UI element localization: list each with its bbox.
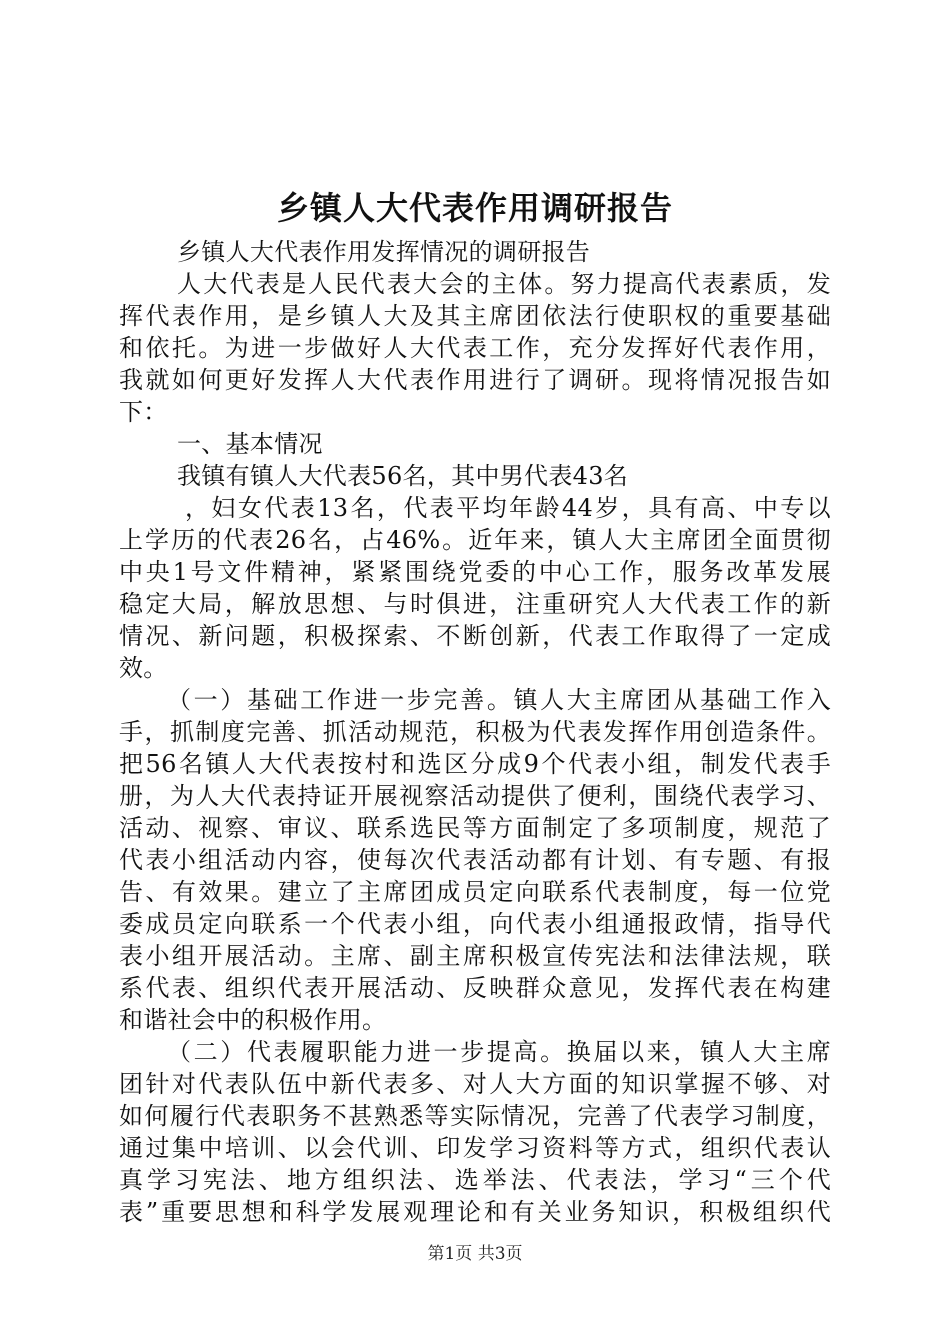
paragraph-line: 团针对代表队伍中新代表多、对人大方面的知识掌握不够、对 (119, 1070, 831, 1098)
subtitle-line: 乡镇人大代表作用发挥情况的调研报告 (177, 238, 591, 266)
paragraph-line: 手，抓制度完善、抓活动规范，积极为代表发挥作用创造条件。 (119, 718, 831, 746)
paragraph-line: 挥代表作用，是乡镇人大及其主席团依法行使职权的重要基础 (119, 302, 831, 330)
paragraph-line: 下： (119, 398, 168, 426)
paragraph-line: 效。 (119, 654, 168, 682)
document-title: 乡镇人大代表作用调研报告 (276, 189, 673, 227)
paragraph-line: 代表小组活动内容，使每次代表活动都有计划、有专题、有报 (119, 846, 831, 874)
section-heading: 一、基本情况 (177, 430, 323, 458)
paragraph-line: 我就如何更好发挥人大代表作用进行了调研。现将情况报告如 (119, 366, 831, 394)
paragraph-line: 情况、新问题，积极探索、不断创新，代表工作取得了一定成 (119, 622, 831, 650)
paragraph-line: 我镇有镇人大代表56名，其中男代表43名 (177, 462, 629, 490)
paragraph-line: 稳定大局，解放思想、与时俱进，注重研究人大代表工作的新 (119, 590, 831, 618)
paragraph-line: 和谐社会中的积极作用。 (119, 1006, 387, 1034)
paragraph-line: 册，为人大代表持证开展视察活动提供了便利，围绕代表学习、 (119, 782, 831, 810)
paragraph-line: 表小组开展活动。主席、副主席积极宣传宪法和法律法规，联 (119, 942, 831, 970)
paragraph-line: 人大代表是人民代表大会的主体。努力提高代表素质，发 (177, 270, 831, 298)
paragraph-line: 如何履行代表职务不甚熟悉等实际情况，完善了代表学习制度， (119, 1102, 831, 1130)
paragraph-line: 通过集中培训、以会代训、印发学习资料等方式，组织代表认 (119, 1134, 831, 1162)
subsection-line: （二）代表履职能力进一步提高。换届以来，镇人大主席 (167, 1038, 831, 1066)
paragraph-line: 把56名镇人大代表按村和选区分成9个代表小组，制发代表手 (119, 750, 831, 778)
paragraph-line: 真学习宪法、地方组织法、选举法、代表法，学习“三个代 (119, 1166, 831, 1194)
paragraph-line: 委成员定向联系一个代表小组，向代表小组通报政情，指导代 (119, 910, 831, 938)
paragraph-line: 和依托。为进一步做好人大代表工作，充分发挥好代表作用， (119, 334, 831, 362)
paragraph-line: 表”重要思想和科学发展观理论和有关业务知识，积极组织代 (119, 1198, 831, 1226)
paragraph-line: 告、有效果。建立了主席团成员定向联系代表制度，每一位党 (119, 878, 831, 906)
document-body (119, 236, 831, 1228)
paragraph-line: 中央1号文件精神，紧紧围绕党委的中心工作，服务改革发展 (119, 558, 831, 586)
paragraph-line: 活动、视察、审议、联系选民等方面制定了多项制度，规范了 (119, 814, 831, 842)
paragraph-line: ，妇女代表13名，代表平均年龄44岁，具有高、中专以 (185, 494, 831, 522)
paragraph-line: 上学历的代表26名，占46%。近年来，镇人大主席团全面贯彻 (119, 526, 831, 554)
subsection-line: （一）基础工作进一步完善。镇人大主席团从基础工作入 (167, 686, 831, 714)
page-footer: 第1页 共3页 (427, 1244, 523, 1264)
paragraph-line: 系代表、组织代表开展活动、反映群众意见，发挥代表在构建 (119, 974, 831, 1002)
